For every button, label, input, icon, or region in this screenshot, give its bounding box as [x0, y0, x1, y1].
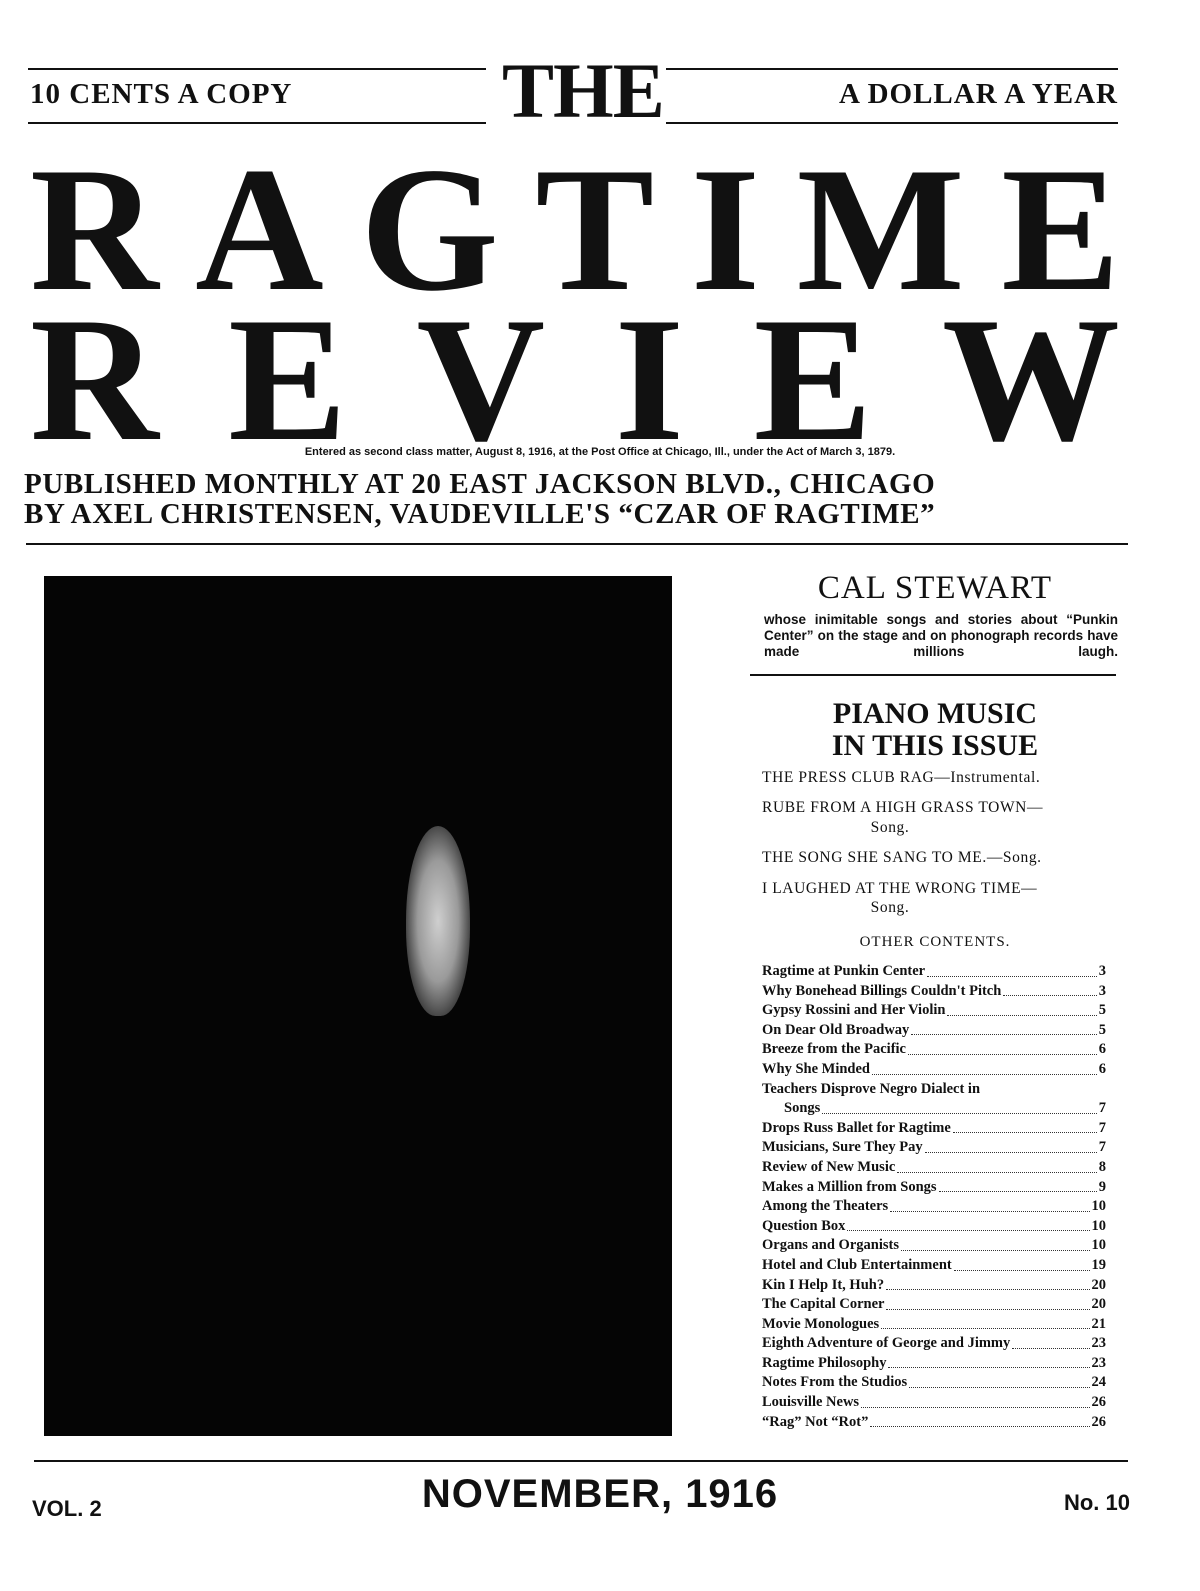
piano-music-heading-line-2: IN THIS ISSUE [831, 728, 1039, 762]
toc-leader [1003, 995, 1096, 996]
postal-entry-note: Entered as second class matter, August 8, 1916, at the Post Office at Chicago, Ill., under the Act of March 3, 1879. [304, 446, 896, 458]
masthead-letter: E [1001, 130, 1120, 328]
toc-row [762, 1236, 1106, 1256]
masthead-letter: E [753, 280, 873, 478]
music-item-title: RUBE FROM A HIGH GRASS TOWN— [762, 799, 1044, 817]
music-item-type: Song. [870, 898, 910, 916]
toc-leader [927, 976, 1097, 977]
header-bottom-rule [26, 543, 1128, 545]
issue-number: No. 10 [1063, 1490, 1130, 1515]
toc-title: Drops Russ Ballet for Ragtime [762, 1119, 951, 1136]
masthead-letter: R [30, 130, 159, 328]
toc-row [762, 1080, 1106, 1100]
toc-leader [953, 1132, 1097, 1133]
toc-row [762, 1021, 1106, 1041]
publisher-address: PUBLISHED MONTHLY AT 20 EAST JACKSON BLVD., CHICAGO [24, 468, 936, 500]
toc-title: Review of New Music [762, 1158, 896, 1175]
toc-page: 10 [1091, 1217, 1106, 1234]
toc-row [762, 1413, 1106, 1433]
toc-title: Songs [784, 1100, 821, 1117]
cover-photo [44, 576, 672, 1436]
toc-leader [881, 1328, 1089, 1329]
other-contents-heading: OTHER CONTENTS. [859, 934, 1011, 950]
toc-row [762, 1119, 1106, 1139]
music-item-title: I LAUGHED AT THE WRONG TIME— [762, 879, 1038, 897]
toc-page: 23 [1091, 1335, 1106, 1352]
masthead-letter: E [228, 280, 347, 478]
toc-row [762, 982, 1106, 1002]
top-rule-right-upper [666, 68, 1118, 70]
toc-page: 3 [1098, 963, 1106, 979]
masthead-the: THE [502, 47, 664, 134]
masthead-letter: I [690, 130, 761, 328]
toc-leader [947, 1015, 1096, 1016]
toc-row [762, 1001, 1106, 1021]
toc-row [762, 1295, 1106, 1315]
toc-title: The Capital Corner [762, 1296, 885, 1313]
toc-page: 10 [1091, 1237, 1106, 1254]
masthead-letter: W [941, 280, 1120, 478]
toc-page: 6 [1098, 1060, 1106, 1077]
masthead-letter: T [535, 130, 655, 328]
toc-row [762, 1217, 1106, 1237]
music-item [752, 798, 1118, 837]
publisher-name: BY AXEL CHRISTENSEN, VAUDEVILLE'S “CZAR OF RAGTIME” [24, 498, 936, 530]
toc-row [762, 1060, 1106, 1080]
price-per-copy: 10 CENTS A COPY [30, 78, 293, 110]
toc-title: Organs and Organists [762, 1237, 899, 1254]
music-item [752, 768, 1118, 787]
volume-number: VOL. 2 [32, 1496, 102, 1521]
toc-title: Movie Monologues [762, 1315, 880, 1332]
issue-date: NOVEMBER, 1916 [421, 1472, 779, 1516]
toc-row [762, 1158, 1106, 1178]
toc-row [762, 1373, 1106, 1393]
toc-title: “Rag” Not “Rot” [762, 1413, 869, 1430]
masthead-letter: I [614, 280, 684, 478]
toc-title: Hotel and Club Entertainment [762, 1256, 952, 1273]
feature-name: CAL STEWART [817, 570, 1053, 606]
masthead-letter: V [416, 280, 546, 478]
masthead-letter: G [360, 130, 499, 328]
toc-row [762, 1393, 1106, 1413]
toc-leader [886, 1289, 1089, 1290]
price-per-year: A DOLLAR A YEAR [838, 78, 1118, 110]
masthead-letter: A [195, 130, 324, 328]
toc-page: 6 [1098, 1041, 1106, 1058]
toc-leader [890, 1211, 1089, 1212]
masthead-letter: M [796, 130, 965, 328]
toc-page: 7 [1098, 1119, 1106, 1136]
toc-page: 20 [1091, 1276, 1106, 1293]
toc-leader [939, 1191, 1097, 1192]
toc-leader [954, 1270, 1090, 1271]
toc-leader [822, 1113, 1096, 1114]
toc-leader [861, 1407, 1089, 1408]
column-divider [750, 674, 1116, 676]
toc-leader [888, 1367, 1089, 1368]
toc-leader [925, 1152, 1097, 1153]
piano-music-heading [752, 698, 1118, 761]
toc-page: 3 [1098, 982, 1106, 999]
toc-leader [886, 1309, 1089, 1310]
toc-page: 26 [1091, 1394, 1106, 1411]
toc-page: 24 [1091, 1374, 1106, 1391]
toc-row [762, 1315, 1106, 1335]
piano-music-list [752, 768, 1118, 928]
toc-page: 9 [1098, 1178, 1106, 1195]
toc-title: Teachers Disprove Negro Dialect in [762, 1080, 981, 1097]
toc-leader [847, 1230, 1089, 1231]
music-item [752, 879, 1118, 918]
toc-title: Ragtime Philosophy [762, 1354, 887, 1371]
toc-title: On Dear Old Broadway [762, 1021, 910, 1038]
feature-description: whose inimitable songs and stories about “Punkin Center” on the stage and on phonograph records have made millions laugh. [764, 612, 1118, 660]
toc-leader [901, 1250, 1090, 1251]
toc-title: Makes a Million from Songs [762, 1178, 937, 1195]
toc-page: 7 [1098, 1139, 1106, 1156]
toc-leader [1012, 1348, 1089, 1349]
toc-title: Gypsy Rossini and Her Violin [762, 1002, 946, 1019]
toc-title: Notes From the Studios [762, 1374, 908, 1391]
toc-page: 5 [1098, 1021, 1106, 1038]
toc-row [762, 1178, 1106, 1198]
toc-row [762, 1197, 1106, 1217]
top-rule-left-lower [28, 122, 486, 124]
toc-page: 23 [1091, 1354, 1106, 1371]
piano-music-heading-line-1: PIANO MUSIC [832, 697, 1038, 730]
toc-leader [909, 1387, 1089, 1388]
toc-page: 8 [1098, 1158, 1106, 1175]
toc-leader [872, 1074, 1097, 1075]
toc-title: Louisville News [762, 1394, 860, 1411]
toc-row [762, 1040, 1106, 1060]
photo-highlight [406, 826, 470, 1016]
top-rule-right-lower [666, 122, 1118, 124]
toc-row [762, 1099, 1106, 1119]
toc-title: Kin I Help It, Huh? [762, 1276, 885, 1293]
toc-row [762, 1256, 1106, 1276]
top-rule-left-upper [28, 68, 486, 70]
music-item-title: THE PRESS CLUB RAG—Instrumental. [762, 769, 1041, 786]
toc-title: Question Box [762, 1217, 846, 1234]
toc-title: Musicians, Sure They Pay [762, 1139, 923, 1156]
toc-page: 19 [1091, 1256, 1106, 1273]
music-item-type: Song. [870, 818, 910, 836]
toc-title: Why She Minded [762, 1060, 870, 1077]
music-item [752, 848, 1118, 867]
toc-page: 20 [1091, 1296, 1106, 1313]
toc-row [762, 1138, 1106, 1158]
toc-row [762, 1354, 1106, 1374]
toc-leader [870, 1426, 1089, 1427]
toc-title: Ragtime at Punkin Center [762, 963, 926, 979]
toc-row [762, 962, 1106, 982]
toc-leader [911, 1034, 1096, 1035]
toc-page: 10 [1091, 1198, 1106, 1215]
toc-title: Why Bonehead Billings Couldn't Pitch [762, 982, 1002, 999]
table-of-contents [762, 962, 1106, 1432]
toc-page: 5 [1098, 1002, 1106, 1019]
toc-row [762, 1334, 1106, 1354]
toc-title: Breeze from the Pacific [762, 1041, 906, 1058]
toc-leader [908, 1054, 1097, 1055]
footer-rule [34, 1460, 1128, 1462]
masthead-letter: R [30, 280, 159, 478]
toc-page: 21 [1091, 1315, 1106, 1332]
toc-title: Among the Theaters [762, 1198, 889, 1215]
toc-row [762, 1276, 1106, 1296]
music-item-title: THE SONG SHE SANG TO ME.—Song. [762, 849, 1042, 867]
toc-leader [897, 1172, 1096, 1173]
masthead-review [30, 280, 1120, 478]
toc-title: Eighth Adventure of George and Jimmy [762, 1335, 1011, 1352]
toc-page: 26 [1091, 1413, 1106, 1430]
toc-page: 7 [1098, 1100, 1106, 1117]
